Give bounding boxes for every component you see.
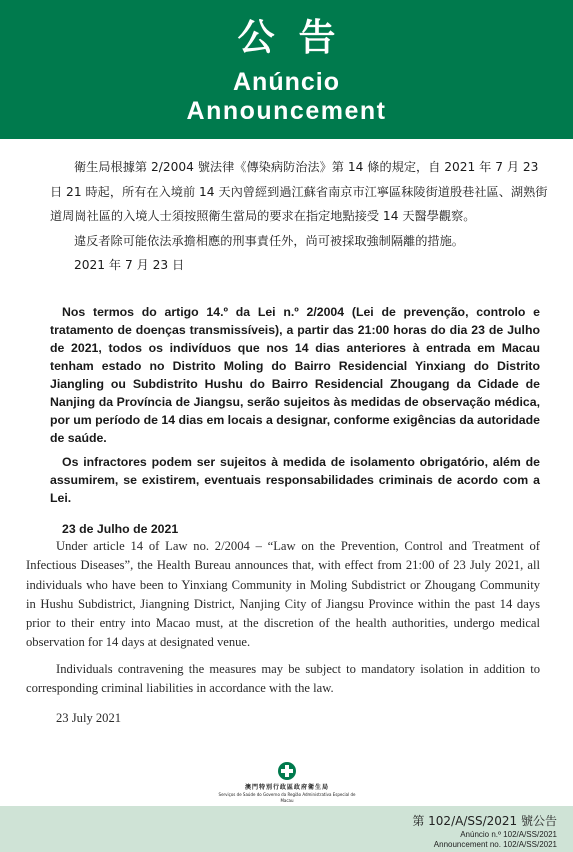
title-en: Announcement bbox=[186, 97, 387, 125]
en-paragraph-2: Individuals contravening the measures may be subject to mandatory isolation in addition to corresponding criminal liabilities in accordance with the law. bbox=[26, 661, 540, 696]
footer-ref-en: Announcement no. 102/A/SS/2021 bbox=[433, 840, 557, 849]
en-paragraph-1: Under article 14 of Law no. 2/2004 – “Law on the Prevention, Control and Treatment of Infectious Diseases”, the Health Bureau announces that, with effect from 21:00 of 23 July 2021, all individuals who have been to Yinxiang Community in Moling Subdistrict or Zhougang Community in Hushu Subdistrict, Jiangning District, Nanjing City of Jiangsu Province within the past 14 days prior to their entry into Macao must, at the discretion of the health authorities, undergo medical observation for 14 days at designated venue. bbox=[26, 539, 540, 650]
chinese-section bbox=[50, 155, 550, 278]
footer-ref-pt: Anúncio n.º 102/A/SS/2021 bbox=[460, 830, 557, 839]
health-bureau-logo bbox=[212, 762, 362, 804]
title-pt: Anúncio bbox=[233, 68, 340, 96]
portuguese-section bbox=[50, 303, 540, 538]
en-date: 23 July 2021 bbox=[56, 711, 122, 726]
pt-paragraph-1: Nos termos do artigo 14.º da Lei n.º 2/2004 (Lei de prevenção, controlo e tratamento de doenças transmissíveis), a partir das 21:00 horas do dia 23 de Julho de 2021, todos os indivíduos que nos 14 dias anteriores à entrada em Macau tenham estado no Distrito Moling do Bairro Residencial Yinxiang do Distrito Jiangling ou Subdistrito Hushu do Bairro Residencial Zhougang da Cidade de Nanjing da Província de Jiangsu, serão sujeitos às medidas de observação médica, por um período de 14 dias em locais a designar, conforme exigências da autoridade de saúde. bbox=[50, 305, 540, 445]
pt-date: 23 de Julho de 2021 bbox=[62, 522, 179, 536]
logo-name-pt: Serviços de Saúde do Governo da Região Administrativa Especial de Macau bbox=[218, 792, 356, 803]
english-section bbox=[26, 537, 540, 729]
title-zh: 公告 bbox=[237, 16, 360, 59]
zh-paragraph-2: 違反者除可能依法承擔相應的刑事責任外，尚可被採取強制隔離的措施。 bbox=[74, 233, 464, 248]
health-bureau-cross-icon bbox=[278, 762, 296, 780]
zh-date: 2021 年 7 月 23 日 bbox=[74, 258, 185, 272]
zh-paragraph-1: 衛生局根據第 2/2004 號法律《傳染病防治法》第 14 條的規定，自 2021 年 7 月 23 日 21 時起，所有在入境前 14 天內曾經到過江蘇省南京市江寧區秣陵街道殷巷社區、湖熟街道周崗社區的入境人士須按照衛生當局的要求在指定地點接受 14 天醫學觀察。 bbox=[50, 160, 548, 223]
pt-paragraph-2: Os infractores podem ser sujeitos à medida de isolamento obrigatório, além de assumirem, se existirem, eventuais responsabilidades criminais de acordo com a Lei. bbox=[50, 455, 540, 505]
footer-ref-zh: 第 102/A/SS/2021 號公告 bbox=[412, 814, 557, 828]
header-banner bbox=[0, 0, 573, 139]
footer-band bbox=[0, 806, 573, 852]
logo-name-zh: 澳門特別行政區政府衛生局 bbox=[244, 784, 329, 791]
